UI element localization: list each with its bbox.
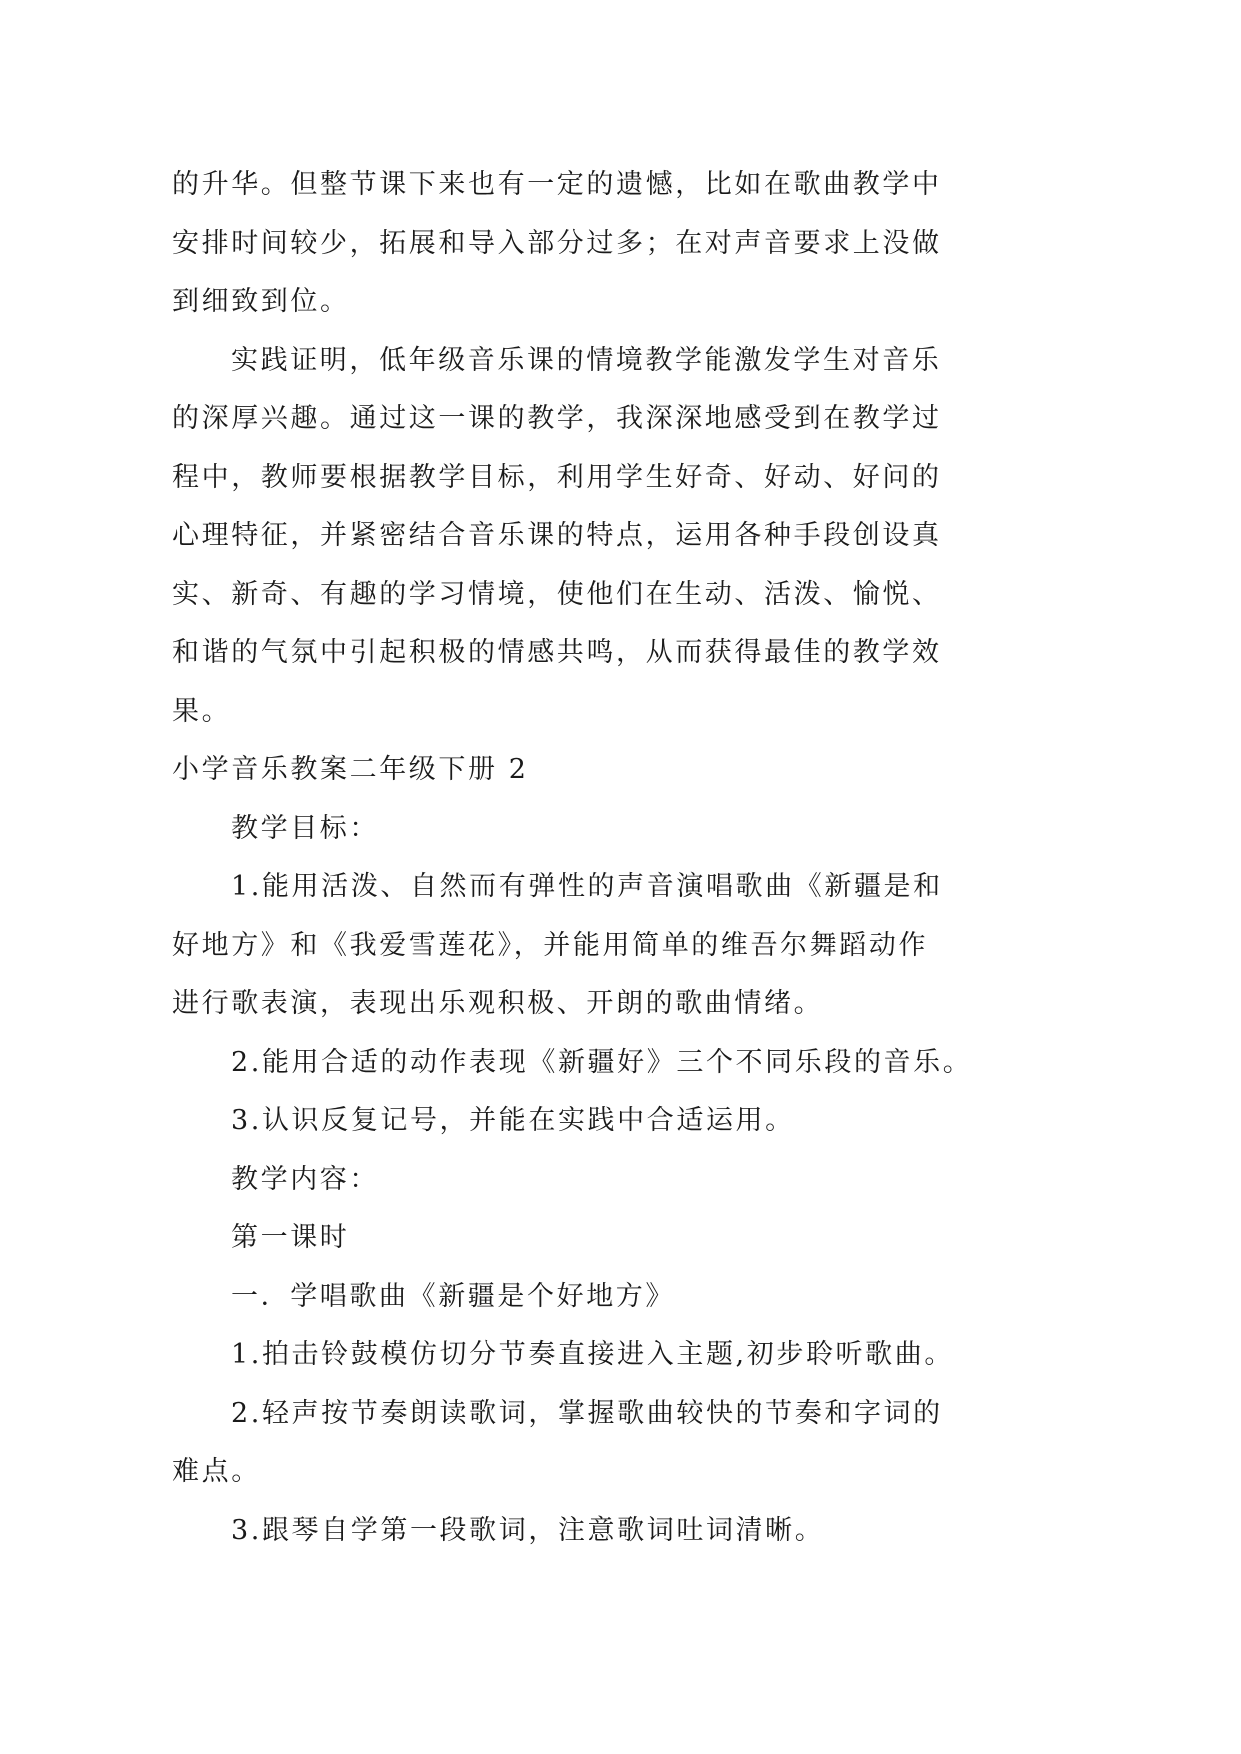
list-item-line: 1.能用活泼、自然而有弹性的声音演唱歌曲《新疆是和 (231, 871, 943, 902)
document-body (172, 156, 992, 1560)
subheading-teaching-goals: 教学目标： (231, 812, 379, 844)
paragraph-line: 实、新奇、有趣的学习情境，使他们在生动、活泼、愉悦、 (172, 578, 942, 610)
list-item-line: 3.跟琴自学第一段歌词，注意歌词吐词清晰。 (231, 1514, 825, 1546)
paragraph-line: 的升华。但整节课下来也有一定的遗憾，比如在歌曲教学中 (172, 169, 942, 200)
paragraph-line: 安排时间较少，拓展和导入部分过多；在对声音要求上没做 (172, 227, 942, 259)
list-item-line: 难点。 (172, 1456, 261, 1487)
list-item-line: 2.轻声按节奏朗读歌词，掌握歌曲较快的节奏和字词的 (231, 1397, 943, 1429)
list-item-line: 1.拍击铃鼓模仿切分节奏直接进入主题,初步聆听歌曲。 (231, 1339, 954, 1370)
list-item-line: 2.能用合适的动作表现《新疆好》三个不同乐段的音乐。 (231, 1046, 973, 1078)
subheading-part-one: 一．学唱歌曲《新疆是个好地方》 (231, 1280, 675, 1312)
subheading-teaching-content: 教学内容： (231, 1163, 379, 1195)
paragraph-line: 的深厚兴趣。通过这一课的教学，我深深地感受到在教学过 (172, 403, 942, 434)
paragraph-line: 和谐的气氛中引起积极的情感共鸣，从而获得最佳的教学效 (172, 637, 942, 668)
paragraph-line: 果。 (172, 695, 232, 727)
paragraph-line: 实践证明，低年级音乐课的情境教学能激发学生对音乐 (231, 344, 942, 376)
list-item-line: 好地方》和《我爱雪莲花》，并能用简单的维吾尔舞蹈动作 (172, 929, 929, 961)
paragraph-line: 程中，教师要根据教学目标，利用学生好奇、好动、好问的 (172, 461, 942, 493)
paragraph-line: 到细致到位。 (172, 286, 350, 317)
list-item-line: 3.认识反复记号，并能在实践中合适运用。 (231, 1105, 795, 1136)
paragraph-line: 心理特征，并紧密结合音乐课的特点，运用各种手段创设真 (172, 520, 942, 551)
list-item-line: 进行歌表演，表现出乐观积极、开朗的歌曲情绪。 (172, 988, 824, 1019)
section-heading: 小学音乐教案二年级下册 2 (172, 754, 529, 785)
subheading-first-lesson: 第一课时 (231, 1222, 350, 1253)
